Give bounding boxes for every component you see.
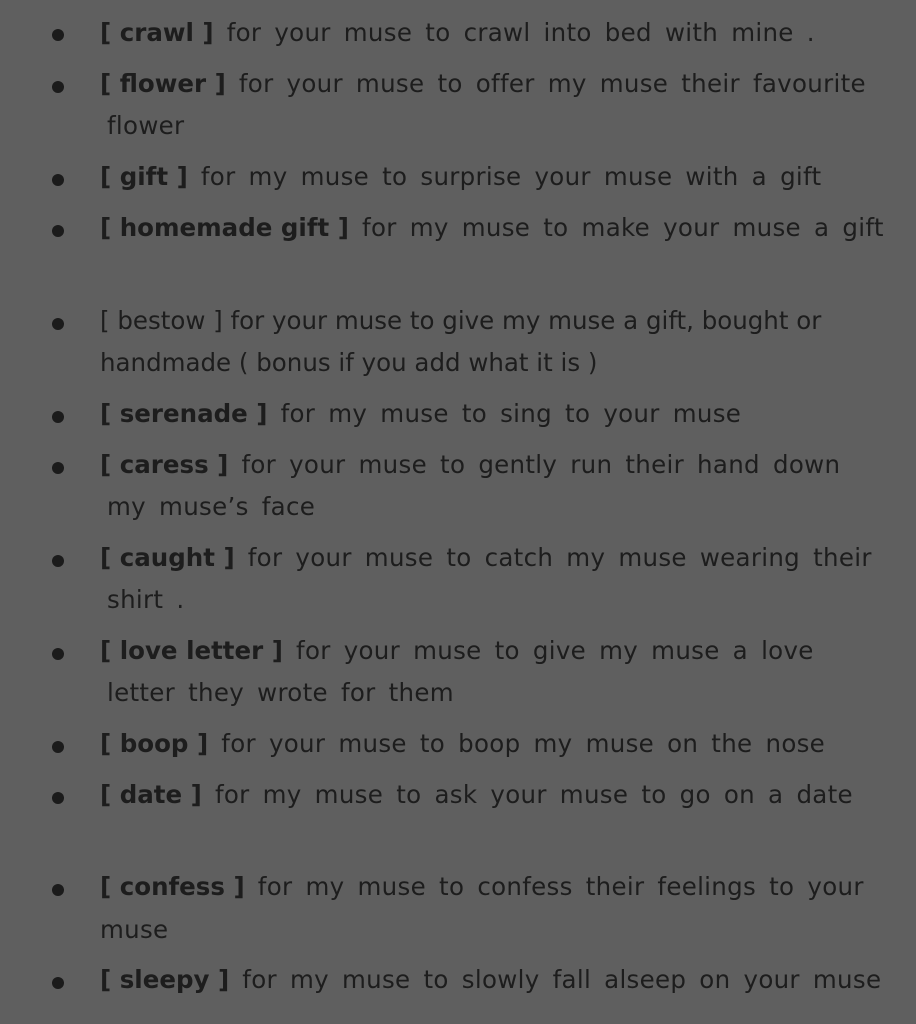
prompt-text: for my muse to surprise your muse with a gift: [187, 162, 822, 191]
prompt-text: for your muse to gently run their hand down: [228, 450, 841, 479]
list-item-line: [100, 162, 821, 192]
prompt-tag: [ sleepy ]: [100, 965, 230, 994]
list-item-line: [100, 543, 872, 573]
prompt-text: for your muse to crawl into bed with mine .: [213, 18, 815, 47]
prompt-text: for your muse to catch my muse wearing their: [234, 543, 872, 572]
prompt-tag: [ gift ]: [100, 162, 188, 191]
prompt-text: for my muse to make your muse a gift: [348, 213, 884, 242]
bullet-icon: [52, 462, 64, 474]
list-item-line: [100, 306, 821, 336]
prompt-tag: [ homemade gift ]: [100, 213, 349, 242]
list-item-line: [100, 18, 815, 48]
prompt-text: for my muse to ask your muse to go on a date: [201, 780, 853, 809]
prompt-text: for your muse to offer my muse their favourite: [225, 69, 866, 98]
list-item-line: [100, 450, 840, 480]
prompt-text-continued: handmade ( bonus if you add what it is ): [100, 348, 598, 377]
prompt-text-continued: flower: [107, 111, 185, 140]
prompt-text-continued: letter they wrote for them: [107, 678, 454, 707]
bullet-icon: [52, 318, 64, 330]
prompt-tag: [ confess ]: [100, 872, 245, 901]
list-item-line: [100, 965, 881, 995]
list-item-line: [100, 780, 853, 810]
bullet-icon: [52, 411, 64, 423]
bullet-icon: [52, 29, 64, 41]
prompt-tag: [ bestow ]: [100, 306, 223, 335]
list-item-line: [100, 872, 864, 902]
prompt-text: for your muse to give my muse a love: [282, 636, 814, 665]
bullet-icon: [52, 792, 64, 804]
prompt-tag: [ caught ]: [100, 543, 235, 572]
prompt-tag: [ crawl ]: [100, 18, 214, 47]
bullet-icon: [52, 884, 64, 896]
prompt-text-continued: my muse’s face: [107, 492, 316, 521]
prompt-tag: [ boop ]: [100, 729, 209, 758]
prompt-tag: [ love letter ]: [100, 636, 283, 665]
prompt-text-continued: shirt .: [107, 585, 185, 614]
bullet-icon: [52, 741, 64, 753]
prompt-text: for my muse to confess their feelings to your: [244, 872, 864, 901]
list-item-line: [100, 69, 866, 99]
bullet-icon: [52, 977, 64, 989]
prompt-text: for my muse to slowly fall alseep on your muse: [229, 965, 882, 994]
prompt-tag: [ date ]: [100, 780, 202, 809]
prompt-tag: [ serenade ]: [100, 399, 268, 428]
bullet-icon: [52, 225, 64, 237]
bullet-icon: [52, 174, 64, 186]
bullet-icon: [52, 81, 64, 93]
prompt-tag: [ flower ]: [100, 69, 226, 98]
bullet-icon: [52, 555, 64, 567]
list-item-line: [100, 729, 825, 759]
list-item-line: [100, 636, 814, 666]
list-item-line: [100, 213, 884, 243]
prompt-tag: [ caress ]: [100, 450, 229, 479]
prompt-text: for my muse to sing to your muse: [267, 399, 742, 428]
bullet-icon: [52, 648, 64, 660]
prompt-text-continued: muse: [100, 915, 169, 944]
prompt-text: for your muse to boop my muse on the nose: [208, 729, 826, 758]
list-item-line: [100, 399, 741, 429]
prompt-text: for your muse to give my muse a gift, bought or: [222, 306, 822, 335]
